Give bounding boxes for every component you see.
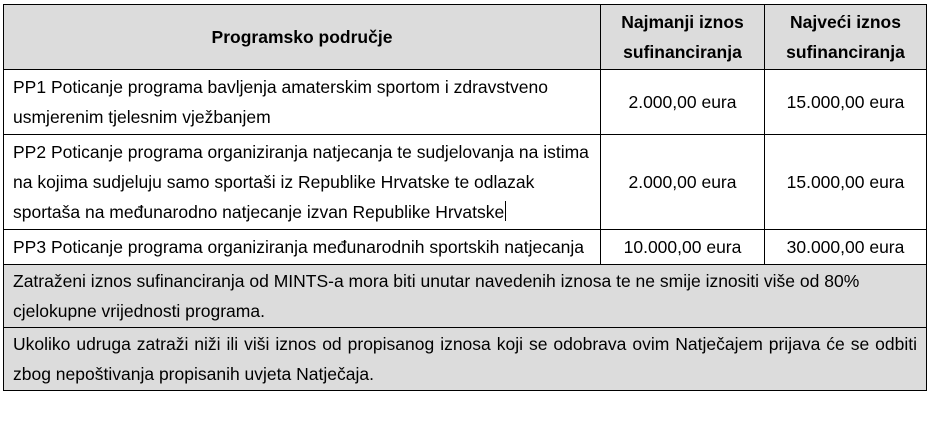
max-amount-cell: 15.000,00 eura [765, 135, 927, 230]
note-row [4, 265, 927, 328]
min-amount-cell: 10.000,00 eura [601, 230, 765, 265]
program-cell: PP1 Poticanje programa bavljenja amaterskim sportom i zdravstveno usmjerenim tjelesnim vježbanjem [4, 70, 601, 135]
funding-table [3, 4, 927, 391]
text-cursor [505, 201, 506, 221]
header-max-amount: Najveći iznos sufinanciranja [765, 5, 927, 70]
note-row [4, 328, 927, 391]
max-amount-cell: 15.000,00 eura [765, 70, 927, 135]
header-program-area: Programsko područje [4, 5, 601, 70]
header-row [4, 5, 927, 70]
table-row [4, 70, 927, 135]
note-cell: Zatraženi iznos sufinanciranja od MINTS-a mora biti unutar navedenih iznosa te ne smije iznositi više od 80% cjelokupne vrijednosti programa. [4, 265, 927, 328]
table-row [4, 230, 927, 265]
min-amount-cell: 2.000,00 eura [601, 70, 765, 135]
program-text: PP2 Poticanje programa organiziranja natjecanja te sudjelovanja na istima na kojima sudjeluju samo sportaši iz Republike Hrvatske te odlazak sportaša na međunarodno natjecanje izvan Republike Hrvatske [13, 142, 589, 222]
min-amount-cell: 2.000,00 eura [601, 135, 765, 230]
program-cell[interactable] [4, 135, 601, 230]
table-row [4, 135, 927, 230]
header-min-amount: Najmanji iznos sufinanciranja [601, 5, 765, 70]
note-cell: Ukoliko udruga zatraži niži ili viši iznos od propisanog iznosa koji se odobrava ovim Natječajem prijava će se odbiti zbog nepoštivanja propisanih uvjeta Natječaja. [4, 328, 927, 391]
max-amount-cell: 30.000,00 eura [765, 230, 927, 265]
program-cell: PP3 Poticanje programa organiziranja međunarodnih sportskih natjecanja [4, 230, 601, 265]
